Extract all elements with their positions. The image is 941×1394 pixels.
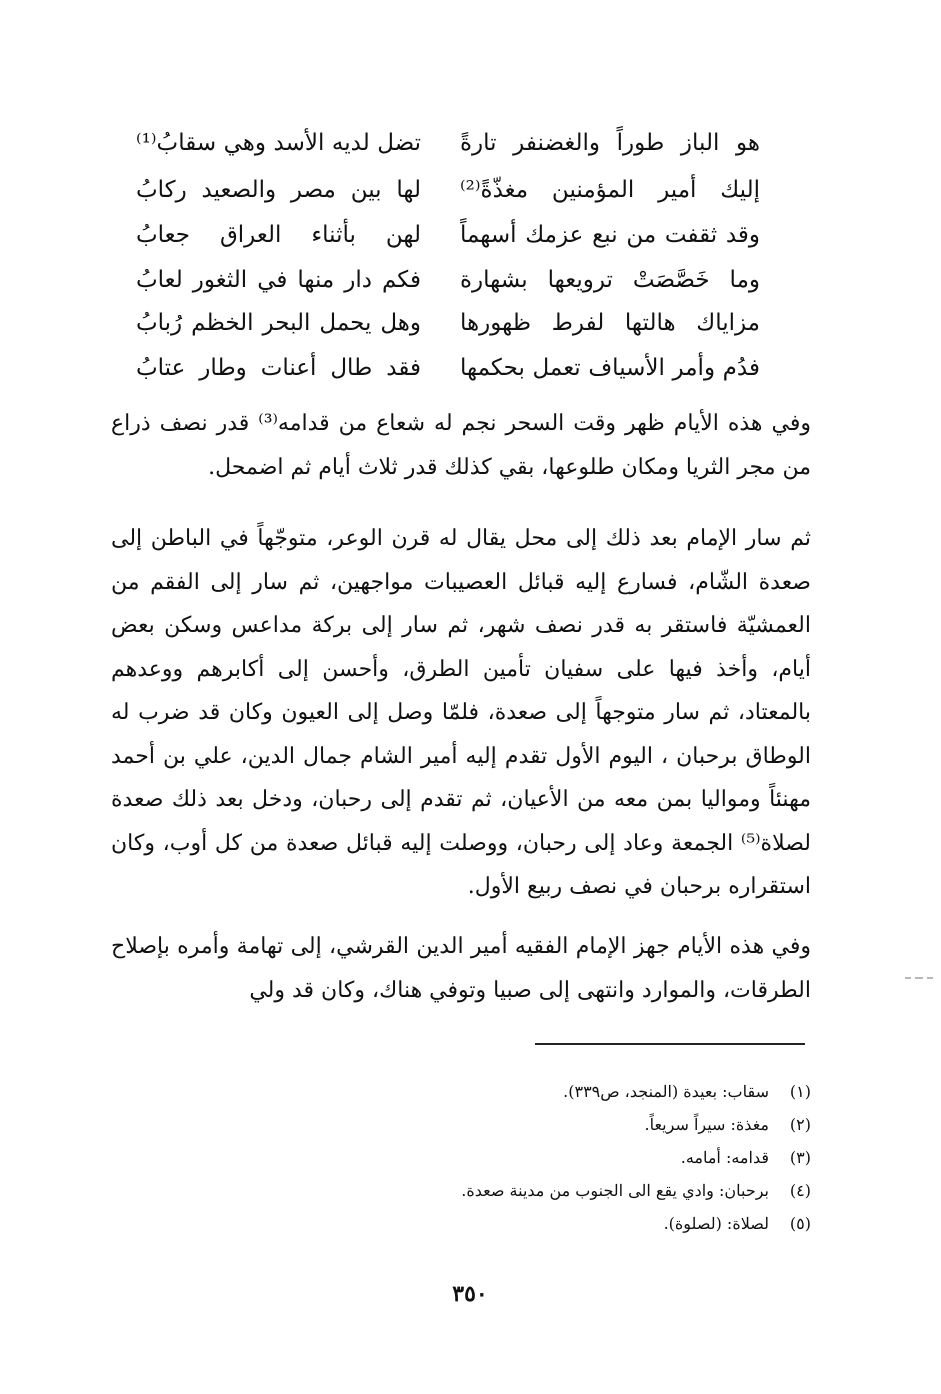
footnote-number: (٢) xyxy=(789,1115,811,1134)
verse-second-hemistich: وهل يحمل البحر الخظم رُبابُ xyxy=(136,310,421,336)
footnote xyxy=(311,1075,811,1108)
footnote-number: (٥) xyxy=(789,1214,811,1233)
paragraph-text: وفي هذه الأيام ظهر وقت السحر نجم له شعاع من قدامه⁽³⁾ قدر نصف ذراع من مجر الثريا ومكان طلوعها، بقي كذلك قدر ثلاث أيام ثم اضمحل. xyxy=(111,411,811,480)
verse-first-hemistich: هو الباز طوراً والغضنفر تارةً xyxy=(460,130,760,156)
verse-first-hemistich: فدُم وأمر الأسياف تعمل بحكمها xyxy=(460,355,760,381)
verse-second-hemistich: لهن بأثناء العراق جعابُ xyxy=(136,222,421,248)
footnote-text: برحبان: وادي يقع الى الجنوب من مدينة صعدة. xyxy=(461,1181,769,1200)
verse-second-hemistich: تضل لديه الأسد وهي سقابُ⁽¹⁾ xyxy=(136,130,421,156)
footnote xyxy=(311,1141,811,1174)
paragraph-text: ثم سار الإمام بعد ذلك إلى محل يقال له قرن الوعر، متوجّهاً في الباطن إلى صعدة الشّام، فسارع إليه قبائل العصيبات مواجهين، ثم سار إلى الفقم من العمشيّة فاستقر به قدر نصف شهر، ثم سار إلى بركة مداعس وسكن بعض أيام، وأخذ فيها على سفيان تأمين الطرق، وأحسن إلى أكابرهم ووعدهم بالمعتاد، ثم سار متوجهاً إلى صعدة، فلمّا وصل إلى العيون وكان قد ضرب له الوطاق برحبان ، اليوم الأول تقدم إليه أمير الشام جمال الدين، علي بن أحمد مهنئاً ومواليا بمن معه من الأعيان، ثم تقدم إلى رحبان، ودخل بعد ذلك صعدة لصلاة⁽⁵⁾ الجمعة وعاد إلى رحبان، ووصلت إليه قبائل صعدة من كل أوب، وكان استقراره برحبان في نصف ربيع الأول. xyxy=(111,526,811,899)
poem-verse xyxy=(0,170,941,210)
verse-first-hemistich: وما خَصَّصَتْ ترويعها بشهارة xyxy=(460,267,760,293)
verse-first-hemistich: مزاياك هالتها لفرط ظهورها xyxy=(460,310,760,336)
paragraph-text: وفي هذه الأيام جهز الإمام الفقيه أمير الدين القرشي، إلى تهامة وأمره بإصلاح الطرقات، والموارد وانتهى إلى صبيا وتوفي هناك، وكان قد ولي xyxy=(111,934,811,1003)
paragraph-comet xyxy=(111,402,811,489)
paragraph-journey xyxy=(111,517,811,909)
verse-first-hemistich: إليك أمير المؤمنين مغذّةً⁽²⁾ xyxy=(460,177,760,203)
footnote-number: (٤) xyxy=(789,1181,811,1200)
page-number: ٣٥٠ xyxy=(452,1281,488,1307)
footnote-text: مغذة: سيراً سريعاً. xyxy=(644,1115,769,1134)
poem-verse xyxy=(0,260,941,300)
footnotes xyxy=(311,1075,811,1240)
poem-verse xyxy=(0,348,941,388)
footnote-number: (٣) xyxy=(789,1148,811,1167)
scan-artifact xyxy=(905,977,933,979)
verse-second-hemistich: فكم دار منها في الثغور لعابُ xyxy=(136,267,421,293)
poem-verse xyxy=(0,123,941,163)
verse-second-hemistich: لها بين مصر والصعيد ركابُ xyxy=(136,177,421,203)
verse-second-hemistich: فقد طال أعنات وطار عتابُ xyxy=(136,355,421,381)
footnote-text: قدامه: أمامه. xyxy=(680,1148,769,1167)
footnote xyxy=(311,1108,811,1141)
paragraph-tihama xyxy=(111,925,811,1012)
footnote-number: (١) xyxy=(789,1082,811,1101)
poem-verse xyxy=(0,215,941,255)
footnote xyxy=(311,1174,811,1207)
footnote xyxy=(311,1207,811,1240)
poem-verse xyxy=(0,303,941,343)
footnote-text: لصلاة: (لصلوة). xyxy=(663,1214,769,1233)
verse-first-hemistich: وقد ثقفت من نبع عزمك أسهماً xyxy=(460,222,760,248)
footnote-divider xyxy=(535,1043,805,1045)
footnote-text: سقاب: بعيدة (المنجد، ص٣٣٩). xyxy=(563,1082,769,1101)
